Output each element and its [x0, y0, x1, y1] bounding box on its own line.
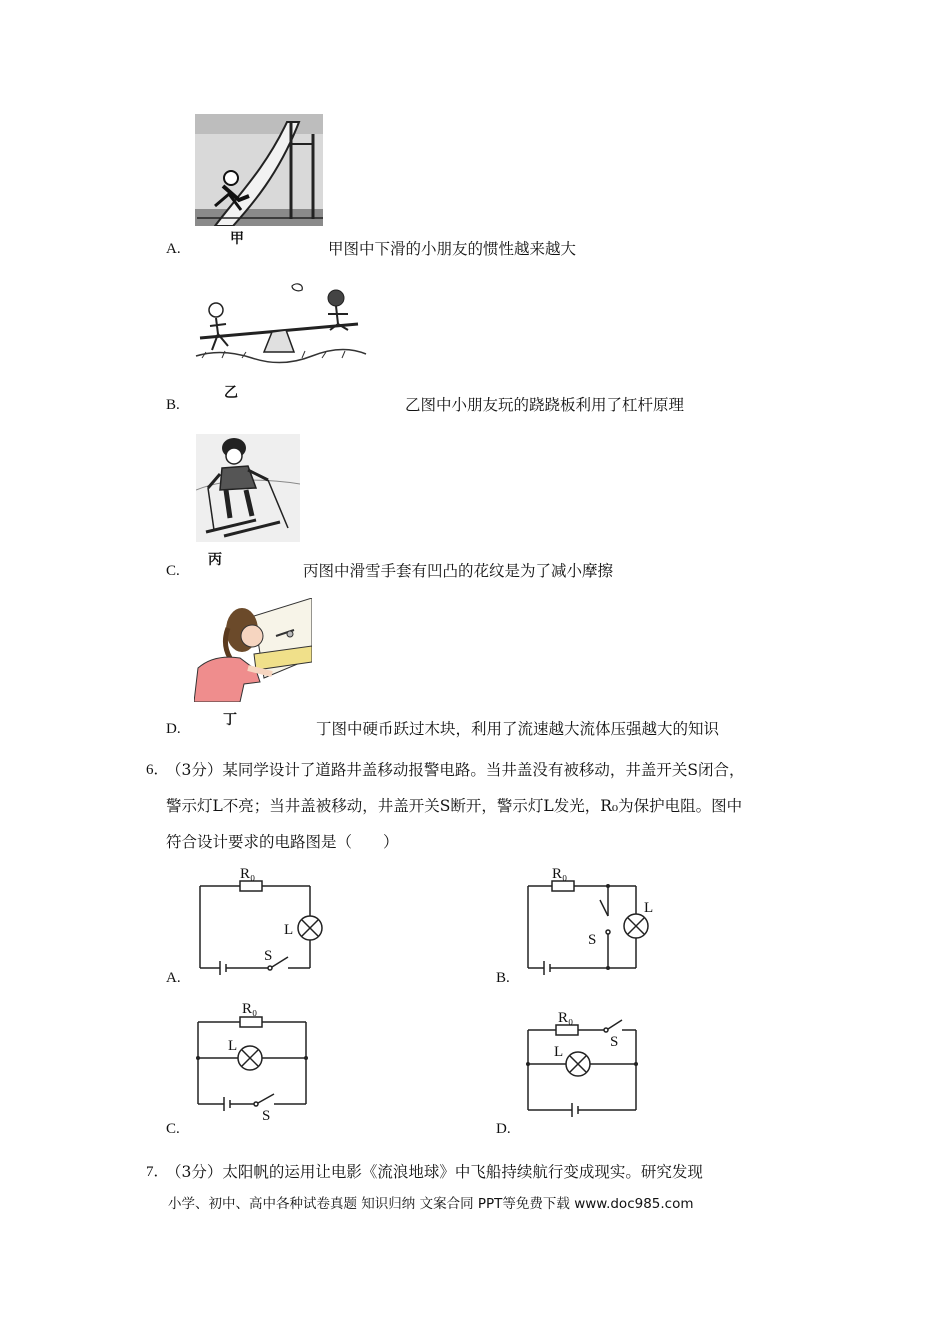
circuit-b-letter[interactable]: B.: [496, 970, 510, 986]
option-b-letter: B.: [166, 397, 180, 413]
option-a-caption: 甲: [230, 231, 244, 247]
option-d-figure: [194, 598, 312, 702]
seesaw-illustration: [192, 278, 368, 366]
q6-number: 6．: [146, 762, 169, 778]
circuit-a-letter[interactable]: A.: [166, 970, 181, 986]
q7-number: 7．: [146, 1164, 169, 1180]
option-c-letter: C.: [166, 563, 180, 579]
r0-label: R₀: [240, 866, 256, 882]
page-footer: 小学、初中、高中各种试卷真题 知识归纳 文案合同 PPT等免费下载 www.doc985.com: [168, 1196, 694, 1212]
r0-label: R₀: [558, 1010, 574, 1026]
option-b-caption: 乙: [224, 385, 238, 401]
circuit-d-diagram: [524, 1004, 642, 1118]
slide-illustration: [195, 114, 323, 226]
option-a-text: 甲图中下滑的小朋友的惯性越来越大: [328, 240, 577, 258]
switch-label: S: [610, 1034, 619, 1050]
lamp-label: L: [228, 1038, 238, 1054]
option-d-letter: D.: [166, 721, 181, 737]
circuit-d-letter[interactable]: D.: [496, 1121, 511, 1137]
circuit-a-diagram: [196, 864, 330, 976]
r0-label: R₀: [552, 866, 568, 882]
q7-stem-line1: （3分）太阳帆的运用让电影《流浪地球》中飞船持续航行变成现实。研究发现: [166, 1163, 703, 1181]
q6-stem-line3: 符合设计要求的电路图是（ ）: [166, 833, 399, 851]
option-c-text: 丙图中滑雪手套有凹凸的花纹是为了减小摩擦: [303, 562, 614, 580]
option-b-text: 乙图中小朋友玩的跷跷板利用了杠杆原理: [405, 396, 685, 414]
circuit-c-letter[interactable]: C.: [166, 1121, 180, 1137]
switch-label: S: [262, 1108, 271, 1122]
option-d-caption: 丁: [223, 712, 237, 728]
lamp-label: L: [644, 900, 654, 916]
option-c-figure: [196, 434, 300, 542]
option-b-figure: [192, 278, 368, 366]
circuit-d: [524, 1004, 642, 1118]
switch-label: S: [264, 948, 273, 964]
option-a-letter: A.: [166, 241, 181, 257]
option-a-figure: [195, 114, 323, 226]
q6-stem-line1: （3分）某同学设计了道路井盖移动报警电路。当井盖没有被移动，井盖开关S闭合，: [166, 761, 745, 779]
r0-label: R₀: [242, 1001, 258, 1017]
lamp-label: L: [284, 922, 294, 938]
switch-label: S: [588, 932, 597, 948]
coin-jump-illustration: [194, 598, 312, 702]
option-d-text: 丁图中硬币跃过木块，利用了流速越大流体压强越大的知识: [316, 720, 720, 738]
circuit-a: [196, 864, 330, 976]
circuit-c: [194, 996, 314, 1122]
skier-illustration: [196, 434, 300, 542]
circuit-b-diagram: [526, 864, 666, 976]
option-c-caption: 丙: [208, 552, 222, 568]
lamp-label: L: [554, 1044, 564, 1060]
q6-stem-line2: 警示灯L不亮；当井盖被移动，井盖开关S断开，警示灯L发光，R₀为保护电阻。图中: [166, 797, 743, 815]
circuit-b: [526, 864, 666, 976]
circuit-c-diagram: [194, 996, 314, 1122]
